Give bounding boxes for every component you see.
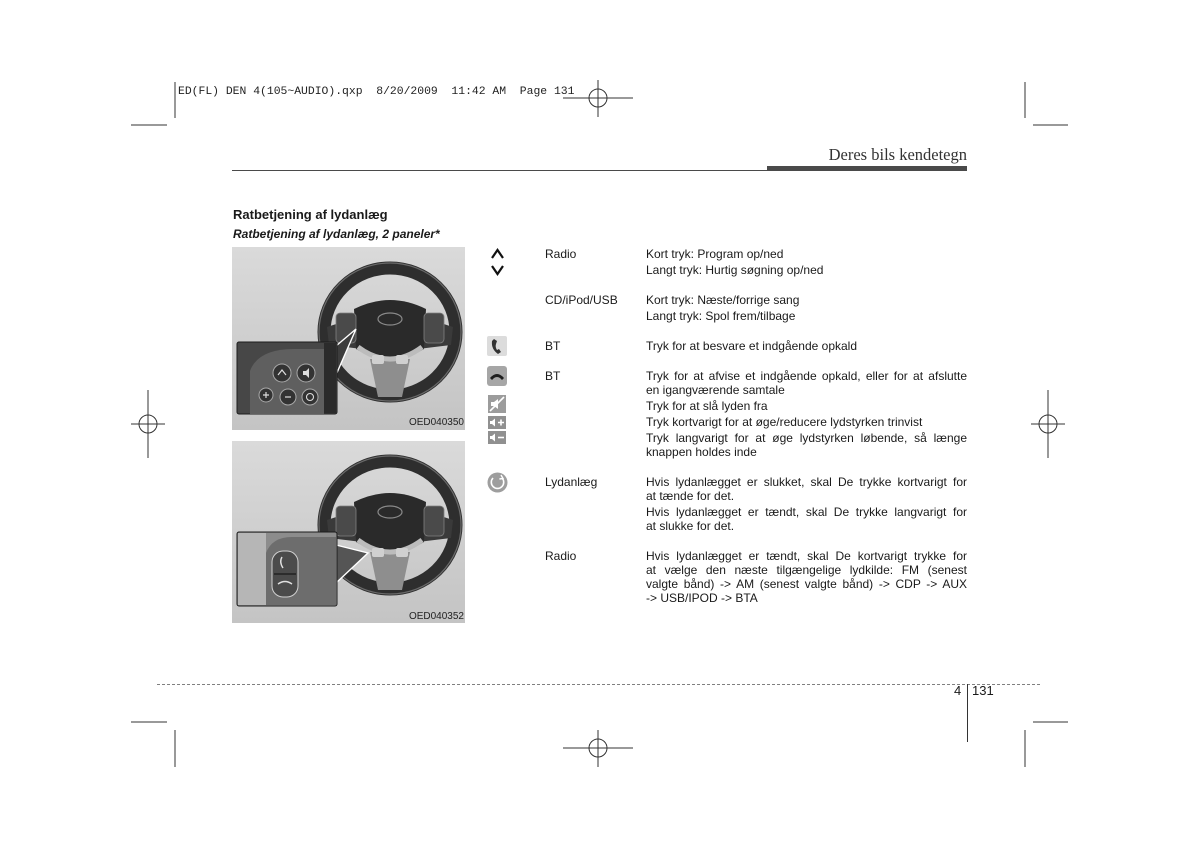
description-line: Langt tryk: Spol frem/tilbage [646, 309, 796, 323]
description-line: -> USB/IPOD -> BTA [646, 591, 758, 605]
control-label: Lydanlæg [545, 475, 598, 489]
description-line: Hvis lydanlægget er tændt, skal De trykke langvarigt for [646, 505, 967, 519]
volume-up-icon [488, 416, 506, 429]
description-line: Tryk langvarigt for at øge lydstyrken løbende, så længe [646, 431, 967, 445]
description-line: Kort tryk: Program op/ned [646, 247, 784, 261]
chevron-down-icon [490, 263, 505, 277]
description-line: Kort tryk: Næste/forrige sang [646, 293, 800, 307]
control-label: BT [545, 339, 561, 353]
page-number-divider [967, 684, 968, 742]
registration-mark-right [1031, 390, 1065, 458]
mute-icon [488, 395, 506, 413]
control-label: BT [545, 369, 561, 383]
figure-code: OED040352 [408, 611, 464, 622]
control-label: Radio [545, 247, 577, 261]
description-line: Tryk for at afvise et indgående opkald, eller for at afslutte [646, 369, 967, 383]
crop-mark-top-left [131, 82, 175, 125]
description-line: knappen holdes inde [646, 445, 757, 459]
crop-mark-bottom-left [131, 722, 175, 767]
figure-steering-wheel-audio-switches [232, 247, 465, 430]
description-line: Hvis lydanlægget er slukket, skal De trykke kortvarigt for [646, 475, 967, 489]
figure-steering-wheel-phone-switches [232, 441, 465, 623]
description-line: Langt tryk: Hurtig søgning op/ned [646, 263, 824, 277]
description-line: at vælge den næste tilgængelige lydkilde: FM (senest [646, 563, 967, 577]
steering-wheel-illustration [232, 441, 465, 623]
description-line: Tryk for at besvare et indgående opkald [646, 339, 858, 353]
page-title: Ratbetjening af lydanlæg [233, 207, 388, 222]
phone-hang-up-icon [487, 366, 507, 386]
figure-code: OED040350 [408, 417, 464, 428]
description-line: Hvis lydanlægget er tændt, skal De kortvarigt trykke for [646, 549, 967, 563]
description-line: valgte bånd) -> AM (senest valgte bånd) -> CDP -> AUX [646, 577, 967, 591]
chevron-up-icon [490, 247, 505, 261]
chapter-number: 4 [954, 683, 962, 698]
page-subtitle: Ratbetjening af lydanlæg, 2 paneler* [233, 227, 440, 241]
crop-mark-top-right [1025, 82, 1068, 125]
volume-down-icon [488, 431, 506, 444]
description-line: Tryk kortvarigt for at øge/reducere lydstyrken trinvist [646, 415, 923, 429]
description-line: at slukke for det. [646, 519, 735, 533]
registration-mark-left [131, 390, 165, 458]
description-line: Tryk for at slå lyden fra [646, 399, 768, 413]
footer-rule [157, 684, 1040, 685]
description-line: en igangværende samtale [646, 383, 785, 397]
power-mode-icon [487, 472, 508, 493]
crop-mark-bottom-right [1025, 722, 1068, 767]
phone-answer-icon [487, 336, 507, 356]
control-label: CD/iPod/USB [545, 293, 618, 307]
description-line: at tænde for det. [646, 489, 735, 503]
page-number: 131 [972, 683, 994, 698]
header-rule-bar [767, 166, 967, 171]
control-label: Radio [545, 549, 577, 563]
steering-wheel-illustration [232, 247, 465, 430]
print-slug: ED(FL) DEN 4(105~AUDIO).qxp 8/20/2009 11:42 AM Page 131 [178, 86, 575, 98]
section-title: Deres bils kendetegn [828, 145, 967, 164]
registration-mark-bottom [563, 730, 633, 767]
